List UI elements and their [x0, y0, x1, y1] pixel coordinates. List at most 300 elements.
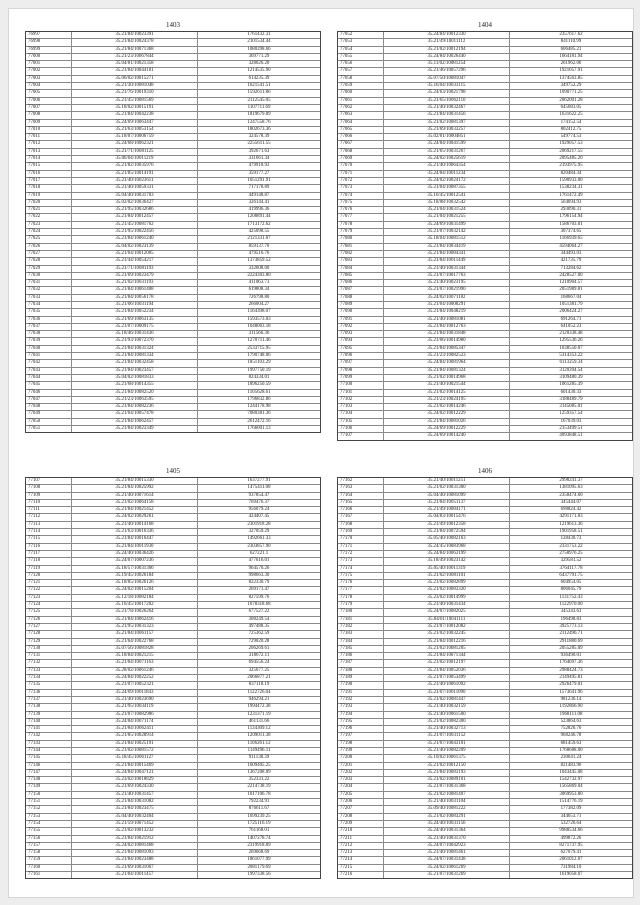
row-id-cell: 77057	[338, 68, 384, 74]
account-code-cell: 35.21/07/10009175	[72, 324, 198, 330]
row-id-cell: 77024	[26, 229, 72, 235]
row-id-cell: 77193	[338, 704, 384, 710]
amount-cell: 614235.39	[248, 75, 270, 81]
amount-cell: 1593573.03	[247, 316, 271, 322]
amount-cell: 1214535.90	[247, 68, 271, 74]
table-row	[26, 258, 320, 265]
account-code-cell: 35.21/71/10081125	[72, 149, 198, 155]
row-id-cell: 77017	[26, 178, 72, 184]
table-row	[26, 478, 320, 485]
table-row	[26, 777, 320, 784]
amount-cell: 1078318.68	[247, 602, 271, 608]
amount-cell: 424407.45	[248, 514, 270, 520]
account-code-cell: 35.24/07/10031438	[384, 857, 510, 863]
row-id-cell: 77013	[26, 149, 72, 155]
amount-cell: 2301918.28	[247, 521, 271, 527]
amount-cell: 956079.24	[248, 507, 270, 513]
row-id-cell: 77099	[338, 375, 384, 381]
row-id-cell: 77068	[338, 149, 384, 155]
account-code-cell: 35.21/40/10032467	[384, 105, 510, 111]
amount-cell: 128430.73	[560, 536, 582, 542]
account-code-cell: 35.24/07/10082025	[384, 609, 510, 615]
account-code-cell: 35.21/02/10031193	[72, 280, 198, 286]
amount-cell: 1725116.19	[247, 820, 271, 826]
row-id-cell: 77153	[26, 814, 72, 820]
row-id-cell: 77022	[26, 214, 72, 220]
amount-cell: 344653.71	[560, 813, 582, 819]
account-code-cell: 35.21/02/10032245	[384, 631, 510, 637]
table-row	[338, 821, 632, 828]
account-code-cell: 35.21/69/10023479	[72, 273, 198, 279]
row-id-cell: 77113	[26, 522, 72, 528]
table-row	[338, 485, 632, 492]
row-id-cell: 77192	[338, 697, 384, 703]
row-id-cell: 77146	[26, 763, 72, 769]
account-code-cell: 35.24/40/10036426	[72, 551, 198, 557]
account-code-cell: 35.04/02/10023139	[72, 244, 198, 250]
table-row	[26, 544, 320, 551]
account-code-cell: 35.21/40/10031104	[384, 799, 510, 805]
amount-cell: 1210904.57	[559, 280, 583, 286]
row-id-cell: 77152	[26, 806, 72, 812]
account-code-cell: 35.24/02/10025619	[384, 156, 510, 162]
amount-cell: 497488.35	[248, 623, 270, 629]
table-row	[338, 712, 632, 719]
table-row	[338, 244, 632, 251]
table-row	[26, 566, 320, 573]
table-row	[26, 712, 320, 719]
account-code-cell: 35.24/40/10031156	[384, 821, 510, 827]
row-id-cell: 77078	[338, 222, 384, 228]
table-row	[26, 127, 320, 134]
table-row	[338, 317, 632, 324]
row-id-cell: 77183	[338, 631, 384, 637]
amount-cell: 1373859.52	[247, 258, 271, 264]
account-code-cell: 35.21/84/10082520	[72, 390, 198, 396]
table-row	[26, 690, 320, 697]
amount-cell: 1929057.53	[559, 141, 583, 147]
amount-cell: 2926479.01	[559, 682, 583, 688]
amount-cell: 2358474.60	[559, 492, 583, 498]
row-id-cell: 77205	[338, 792, 384, 798]
row-id-cell: 77122	[26, 587, 72, 593]
amount-cell: 4291171.83	[559, 514, 583, 520]
table-row	[26, 390, 320, 397]
row-id-cell: 77041	[26, 353, 72, 359]
amount-cell: 1699239.25	[247, 813, 271, 819]
row-id-cell: 77072	[338, 178, 384, 184]
row-id-cell: 77123	[26, 595, 72, 601]
account-code-cell: 35.21/65/10062110	[384, 98, 510, 104]
table-row	[26, 317, 320, 324]
table-row	[338, 660, 632, 667]
row-id-cell: 77189	[338, 675, 384, 681]
table-row	[338, 799, 632, 806]
table-row	[338, 156, 632, 163]
account-code-cell: 35.21/85/10014191	[72, 171, 198, 177]
amount-cell: 2224303.80	[247, 272, 271, 278]
account-code-cell: 35.21/40/10061092	[384, 682, 510, 688]
account-code-cell: 35.24/84/10041599	[384, 141, 510, 147]
amount-cell: 1766001.13	[247, 426, 271, 432]
account-code-cell: 35.21/40/10023195	[384, 280, 510, 286]
row-id-cell: 77199	[338, 748, 384, 754]
table-row	[26, 98, 320, 105]
table-row	[338, 193, 632, 200]
table-row	[338, 865, 632, 872]
row-id-cell: 77134	[26, 675, 72, 681]
row-id-cell: 77016	[26, 171, 72, 177]
account-code-cell: 35.24/02/10061269	[384, 865, 510, 871]
account-code-cell: 35.21/40/10014168	[72, 522, 198, 528]
amount-cell: 1122970.00	[559, 602, 583, 608]
row-id-cell: 77044	[26, 375, 72, 381]
account-code-cell: 35.21/69/10031067	[72, 865, 198, 871]
table-row	[26, 214, 320, 221]
row-id-cell: 77132	[26, 660, 72, 666]
amount-cell: 392671.63	[248, 148, 270, 154]
table-row	[26, 551, 320, 558]
row-id-cell: 77070	[338, 163, 384, 169]
account-code-cell: 35.21/49/10012358	[384, 522, 510, 528]
amount-cell: 2051989.81	[559, 287, 583, 293]
table-row	[26, 836, 320, 843]
row-id-cell: 77144	[26, 748, 72, 754]
account-code-cell: 35.21/65/10031267	[384, 149, 510, 155]
account-code-cell: 35.21/02/10081101	[384, 573, 510, 579]
account-code-cell: 35.18/46/10031436	[72, 331, 198, 337]
account-code-cell: 35.21/23/10063595	[72, 397, 198, 403]
account-code-cell: 35.21/45/10081569	[72, 98, 198, 104]
table-row	[338, 251, 632, 258]
amount-cell: 761168.01	[248, 828, 270, 834]
table-row	[26, 631, 320, 638]
table-row	[338, 741, 632, 748]
row-id-cell: 77049	[26, 411, 72, 417]
amount-cell: 713284.62	[560, 265, 582, 271]
account-code-cell: 35.21/06/10014980	[384, 338, 510, 344]
account-code-cell: 35.21/64/10012005	[72, 251, 198, 257]
row-id-cell: 77058	[338, 76, 384, 82]
amount-cell: 1542732.97	[559, 777, 583, 783]
amount-cell: 344493.03	[560, 250, 582, 256]
account-code-cell: 35.21/84/10012457	[72, 214, 198, 220]
account-code-cell: 35.21/04/10087355	[384, 185, 510, 191]
amount-cell: 998663.30	[248, 572, 270, 578]
amount-cell: 2055285.09	[559, 645, 583, 651]
amount-cell: 1590933.00	[559, 177, 583, 183]
table-row	[338, 266, 632, 273]
account-code-cell: 35.21/07/10032142	[384, 229, 510, 235]
row-id-cell: 77216	[338, 872, 384, 878]
row-id-cell: 77018	[26, 185, 72, 191]
table-row	[26, 814, 320, 821]
row-id-cell: 77148	[26, 777, 72, 783]
amount-cell: 293090.31	[560, 207, 582, 213]
table-row	[26, 207, 320, 214]
row-id-cell: 77161	[26, 872, 72, 878]
table-row	[26, 426, 320, 432]
table-row	[26, 200, 320, 207]
table-row	[26, 32, 320, 39]
account-code-cell: 35.04/40/10081099	[384, 493, 510, 499]
table-row	[26, 141, 320, 148]
table-row	[26, 120, 320, 127]
amount-cell: 2006424.27	[559, 309, 583, 315]
amount-cell: 821483.96	[560, 762, 582, 768]
account-code-cell: 35.18/85/10026126	[72, 580, 198, 586]
account-code-cell: 35.21/69/10024330	[72, 784, 198, 790]
account-code-cell: 35.21/40/10031370	[384, 836, 510, 842]
amount-cell: 2255611.55	[247, 141, 271, 147]
account-code-cell: 35.21/02/10014968	[384, 375, 510, 381]
account-code-cell: 35.21/23/10024195	[384, 397, 510, 403]
amount-cell: 698824.42	[560, 507, 582, 513]
account-code-cell: 35.11/02/10081254	[384, 61, 510, 67]
table-row	[26, 353, 320, 360]
table-row	[26, 507, 320, 514]
amount-cell: 1997338.56	[247, 872, 271, 878]
table-row	[338, 675, 632, 682]
account-code-cell: 35.21/84/10032458	[72, 360, 198, 366]
amount-cell: 1259357.54	[559, 411, 583, 417]
row-id-cell: 77157	[26, 843, 72, 849]
row-id-cell: 77006	[26, 98, 72, 104]
account-code-cell: 35.16/45/10012541	[384, 193, 510, 199]
row-id-cell: 77106	[338, 426, 384, 432]
row-id-cell: 77026	[26, 244, 72, 250]
account-code-cell: 35.21/85/10028914	[72, 733, 198, 739]
account-code-cell: 35.21/69/10033257	[384, 127, 510, 133]
amount-cell: 1231371.19	[247, 711, 271, 717]
account-code-cell: 35.21/40/10032159	[384, 704, 510, 710]
table-row	[338, 127, 632, 134]
account-code-cell: 35.21/84/10025992	[72, 485, 198, 491]
amount-cell: 1247558.76	[247, 119, 271, 125]
amount-cell: 332608.00	[248, 265, 270, 271]
account-code-cell: 35.06/04/10011219	[72, 156, 198, 162]
table-row	[338, 653, 632, 660]
row-id-cell: 77029	[26, 266, 72, 272]
table-row	[338, 872, 632, 878]
table-row	[26, 784, 320, 791]
amount-cell: 837118.19	[248, 682, 270, 688]
row-id-cell: 77067	[338, 141, 384, 147]
row-id-cell: 77159	[26, 857, 72, 863]
row-id-cell: 77074	[338, 193, 384, 199]
table-row	[26, 493, 320, 500]
account-code-cell: 35.21/84/10011457	[72, 872, 198, 878]
amount-cell: 604954.05	[560, 580, 582, 586]
row-id-cell: 77215	[338, 865, 384, 871]
amount-cell: 725362.59	[248, 631, 270, 637]
row-id-cell: 77002	[26, 68, 72, 74]
row-id-cell: 77089	[338, 302, 384, 308]
row-id-cell: 77119	[26, 566, 72, 572]
table-row	[338, 602, 632, 609]
amount-cell: 1051381.79	[559, 301, 583, 307]
row-id-cell: 77077	[338, 214, 384, 220]
row-id-cell: 77052	[338, 32, 384, 38]
row-id-cell: 77156	[26, 836, 72, 842]
account-code-cell: 35.24/07/10007236	[72, 558, 198, 564]
row-id-cell: 77112	[26, 514, 72, 520]
account-code-cell: 35.21/23/10082523	[384, 353, 510, 359]
row-id-cell: 77045	[26, 382, 72, 388]
row-id-cell: 77142	[26, 733, 72, 739]
amount-cell: 4093848.51	[559, 433, 583, 439]
amount-cell: 1619058.07	[559, 872, 583, 878]
row-id-cell: 77210	[338, 828, 384, 834]
amount-cell: 1609405.25	[247, 762, 271, 768]
table-row	[26, 872, 320, 878]
amount-cell: 1492661.33	[247, 536, 271, 542]
table-row	[26, 558, 320, 565]
amount-cell: 964570.26	[248, 565, 270, 571]
row-id-cell: 77131	[26, 653, 72, 659]
row-id-cell: 77001	[26, 61, 72, 67]
account-code-cell: 35.21/02/10064158	[72, 500, 198, 506]
amount-cell: 327059.29	[248, 529, 270, 535]
row-id-cell: 77048	[26, 404, 72, 410]
account-code-cell: 35.21/84/10048219	[384, 309, 510, 315]
table-row	[338, 171, 632, 178]
amount-cell: 1796832.86	[247, 396, 271, 402]
row-id-cell: 77213	[338, 850, 384, 856]
amount-cell: 2120338.48	[559, 331, 583, 337]
amount-cell: 326144.41	[248, 199, 270, 205]
table-row	[338, 617, 632, 624]
amount-cell: 419996.36	[248, 207, 270, 213]
account-code-cell: 35.21/84/10071163	[72, 660, 198, 666]
account-code-cell: 35.24/69/10031499	[384, 222, 510, 228]
amount-cell: 1796154.94	[559, 214, 583, 220]
table-row	[26, 770, 320, 777]
account-code-cell: 35.02/02/10036427	[72, 200, 198, 206]
table-row	[26, 573, 320, 580]
amount-cell: 1790748.06	[247, 353, 271, 359]
amount-cell: 1164398.07	[247, 309, 271, 315]
page-1404	[337, 21, 633, 441]
row-id-cell: 77167	[338, 514, 384, 520]
table-row	[338, 411, 632, 418]
amount-cell: 859137.70	[248, 243, 270, 249]
account-code-cell: 35.21/46/10057296	[384, 68, 510, 74]
amount-cell: 1514776.19	[559, 799, 583, 805]
amount-cell: 6113259.34	[559, 360, 583, 366]
account-code-cell: 35.04/01/10041111	[384, 617, 510, 623]
table-row	[338, 609, 632, 616]
account-code-cell: 35.19/45/10026184	[72, 573, 198, 579]
table-row	[338, 134, 632, 141]
table-row	[26, 660, 320, 667]
amount-cell: 876611.67	[248, 806, 270, 812]
row-id-cell: 77172	[338, 551, 384, 557]
row-id-cell: 77133	[26, 668, 72, 674]
row-id-cell: 77185	[338, 646, 384, 652]
amount-cell: 726798.80	[248, 294, 270, 300]
account-code-cell: 35.21/59/10071452	[72, 821, 198, 827]
table-row	[338, 360, 632, 367]
table-row	[26, 134, 320, 141]
account-code-cell: 35.24/02/10012229	[384, 411, 510, 417]
amount-cell: 269668.69	[248, 850, 270, 856]
amount-cell: 677527.22	[248, 609, 270, 615]
account-code-cell: 35.24/84/10011234	[384, 171, 510, 177]
row-id-cell: 77109	[26, 493, 72, 499]
row-id-cell: 77015	[26, 163, 72, 169]
account-code-cell: 35.18/04/10081512	[384, 236, 510, 242]
row-id-cell: 77000	[26, 54, 72, 60]
amount-cell: 1367208.09	[247, 769, 271, 775]
page-number: 1405	[166, 467, 180, 475]
table-row	[338, 719, 632, 726]
row-id-cell: 77176	[338, 580, 384, 586]
page-1405	[25, 467, 321, 879]
account-code-cell: 35.21/84/10031848	[384, 331, 510, 337]
table-row	[26, 302, 320, 309]
account-code-cell: 35.05/40/10011319	[384, 566, 510, 572]
row-id-cell: 77200	[338, 755, 384, 761]
account-code-cell: 35.09/40/10081222	[384, 806, 510, 812]
account-code-cell: 35.21/84/10042238	[72, 112, 198, 118]
account-code-cell: 35.21/02/10012197	[384, 660, 510, 666]
amount-cell: 2428527.00	[559, 272, 583, 278]
row-id-cell: 76998	[26, 39, 72, 45]
account-code-cell: 35.23/02/10018829	[72, 777, 198, 783]
table-row	[26, 639, 320, 646]
table-row	[26, 295, 320, 302]
amount-cell: 1295536.26	[559, 338, 583, 344]
amount-cell: 532726.64	[560, 820, 582, 826]
account-code-cell: 35.21/07/10031269	[384, 872, 510, 878]
amount-cell: 2095485.20	[559, 156, 583, 162]
table-row	[338, 83, 632, 90]
row-id-cell: 77036	[26, 317, 72, 323]
amount-cell: 841110.99	[560, 39, 582, 45]
amount-cell: 627079.41	[560, 850, 582, 856]
table-row	[338, 54, 632, 61]
amount-cell: 1107711.69	[247, 104, 271, 110]
row-id-cell: 77179	[338, 602, 384, 608]
page-number: 1404	[478, 21, 492, 29]
row-id-cell: 77043	[26, 368, 72, 374]
table-row	[338, 697, 632, 704]
account-code-cell: 35.21/84/10044101	[72, 68, 198, 74]
account-code-cell: 35.18/07/10006759	[72, 134, 198, 140]
table-row	[26, 595, 320, 602]
amount-cell: 421735.79	[560, 258, 582, 264]
row-id-cell: 77065	[338, 127, 384, 133]
row-id-cell: 77008	[26, 112, 72, 118]
row-id-cell: 77115	[26, 536, 72, 542]
account-code-cell: 35.21/40/10064354	[384, 163, 510, 169]
row-id-cell: 77202	[338, 770, 384, 776]
account-code-cell: 35.21/02/10014246	[384, 404, 510, 410]
row-id-cell: 77107	[338, 433, 384, 439]
table-row	[26, 419, 320, 426]
amount-cell: 2357617.62	[559, 32, 583, 37]
account-code-cell: 35.21/07/10053499	[384, 675, 510, 681]
row-id-cell: 77214	[338, 857, 384, 863]
account-code-cell: 35.16/04/10033115	[384, 83, 510, 89]
amount-cell: 1764697.36	[559, 660, 583, 666]
account-code-cell: 35.21/84/10062457	[72, 419, 198, 425]
amount-cell: 806045.79	[560, 587, 582, 593]
table-row	[338, 500, 632, 507]
table-row	[338, 806, 632, 813]
table-row	[26, 792, 320, 799]
